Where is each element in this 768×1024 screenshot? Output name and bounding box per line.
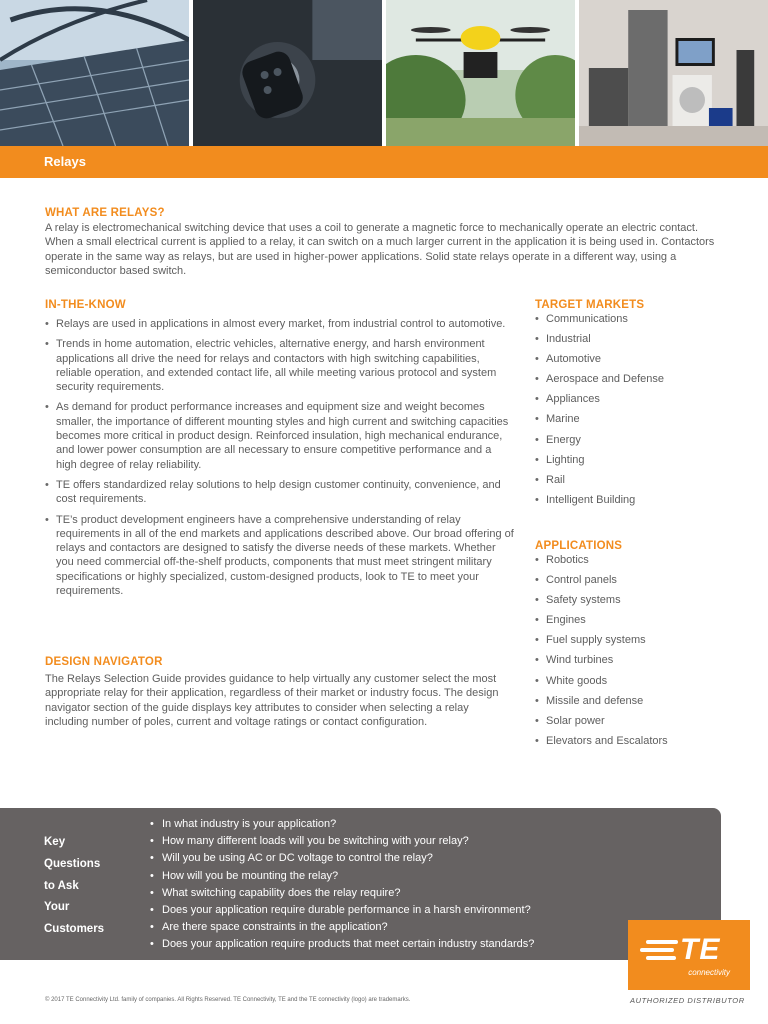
page-title: Relays xyxy=(44,154,86,169)
list-item: • TE’s product development engineers have a comprehensive understanding of relay requirements in all of the end markets and applications described above. Our broad offering of relays and contactors are designed to satisfy the diverse needs of these markets. Whether you need commercial off-the-shelf products, components that must meet stringent military specifications or highly specialized, custom-designed products, look to TE to meet your requirements. xyxy=(45,513,515,599)
target-markets-section xyxy=(535,299,735,513)
section-heading: DESIGN NAVIGATOR xyxy=(45,656,163,668)
key-questions-list xyxy=(150,816,534,954)
list-item: • Fuel supply systems xyxy=(535,633,735,647)
list-item: • How will you be mounting the relay? xyxy=(150,868,534,885)
section-heading: IN-THE-KNOW xyxy=(45,299,126,311)
label-line: to Ask xyxy=(44,879,79,892)
key-questions-panel xyxy=(0,808,721,960)
section-heading: APPLICATIONS xyxy=(535,540,623,552)
design-navigator-section xyxy=(45,656,515,729)
what-are-relays-section xyxy=(45,207,725,278)
list-item: • Robotics xyxy=(535,553,735,567)
applications-list xyxy=(535,553,735,748)
list-item: • Trends in home automation, electric vehicles, alternative energy, and harsh environment applications all drive the need for relays and contactors with high switching capabilities, reliable operation, and extended contact life, all while meeting various protocol and system security requirements. xyxy=(45,337,515,394)
section-body: A relay is electromechanical switching device that uses a coil to generate a magnetic force to mechanically operate an electric contact. When a small electrical current is applied to a relay, it can switch on a much larger current in the application it is being used in. Contactors operate in the same way as relays, but are used in higher-power applications. Solid state relays operate in a different way, using a semiconductor based switch. xyxy=(45,222,715,277)
list-item: • Will you be using AC or DC voltage to control the relay? xyxy=(150,850,534,867)
list-item: • TE offers standardized relay solutions to help design customer continuity, convenience, and cost requirements. xyxy=(45,478,515,507)
list-item: • White goods xyxy=(535,674,735,688)
list-item: • Does your application require products that meet certain industry standards? xyxy=(150,936,534,953)
in-the-know-section xyxy=(45,299,515,604)
list-item: • Missile and defense xyxy=(535,694,735,708)
list-item: • Communications xyxy=(535,312,735,326)
home-appliances-photo xyxy=(579,0,768,146)
list-item: • Lighting xyxy=(535,453,735,467)
section-heading: WHAT ARE RELAYS? xyxy=(45,207,165,219)
label-line: Questions xyxy=(44,857,101,870)
list-item: • Are there space constraints in the application? xyxy=(150,919,534,936)
label-line: Customers xyxy=(44,923,105,936)
list-item: • How many different loads will you be switching with your relay? xyxy=(150,833,534,850)
list-item: • Does your application require durable performance in a harsh environment? xyxy=(150,902,534,919)
list-item: • Industrial xyxy=(535,332,735,346)
authorized-distributor-tagline: AUTHORIZED DISTRIBUTOR xyxy=(630,996,745,1005)
list-item: • Relays are used in applications in almost every market, from industrial control to automotive. xyxy=(45,317,515,331)
list-item: • Elevators and Escalators xyxy=(535,734,735,748)
list-item: • What switching capability does the relay require? xyxy=(150,885,534,902)
label-line: Key xyxy=(44,836,66,848)
te-connectivity-logo xyxy=(628,920,750,990)
logo-mark: TE xyxy=(680,933,721,966)
list-item: • Engines xyxy=(535,613,735,627)
car-key-ignition-photo xyxy=(193,0,382,146)
target-markets-list xyxy=(535,312,735,507)
header-photo-strip xyxy=(0,0,768,146)
list-item: • Solar power xyxy=(535,714,735,728)
list-item: • Energy xyxy=(535,433,735,447)
logo-stripes-icon xyxy=(640,938,680,962)
footer-copyright: © 2017 TE Connectivity Ltd. family of companies. All Rights Reserved. TE Connectivity, TE and the TE connectivity (logo) are trademarks. xyxy=(45,997,411,1003)
delivery-drone-photo xyxy=(386,0,575,146)
list-item: • Aerospace and Defense xyxy=(535,372,735,386)
list-item: • Intelligent Building xyxy=(535,493,735,507)
section-body: The Relays Selection Guide provides guidance to help virtually any customer select the most appropriate relay for their application, regardless of their market or industry focus. The design navigator section of the guide displays key attributes to consider when selecting a relay including number of poles, current and voltage ratings or contact configuration. xyxy=(45,673,499,728)
section-heading: TARGET MARKETS xyxy=(535,299,645,311)
list-item: • Marine xyxy=(535,412,735,426)
list-item: • Control panels xyxy=(535,573,735,587)
in-the-know-list xyxy=(45,317,515,598)
logo-subtext: connectivity xyxy=(688,968,730,977)
list-item: • Safety systems xyxy=(535,593,735,607)
list-item: • Wind turbines xyxy=(535,653,735,667)
list-item: • Rail xyxy=(535,473,735,487)
key-questions-label xyxy=(44,832,124,941)
list-item: • As demand for product performance increases and equipment size and weight becomes smaller, the importance of different mounting styles and high current and switching capacities becomes more critical in product design. Reinforced insulation, high mechanical endurance, and lower power consumption are all necessary to ensure competitive performance and a high degree of relay reliability. xyxy=(45,400,515,471)
list-item: • Appliances xyxy=(535,392,735,406)
applications-section xyxy=(535,540,735,754)
solar-panels-photo xyxy=(0,0,189,146)
title-band xyxy=(0,146,768,178)
list-item: • In what industry is your application? xyxy=(150,816,534,833)
list-item: • Automotive xyxy=(535,352,735,366)
label-line: Your xyxy=(44,901,70,914)
